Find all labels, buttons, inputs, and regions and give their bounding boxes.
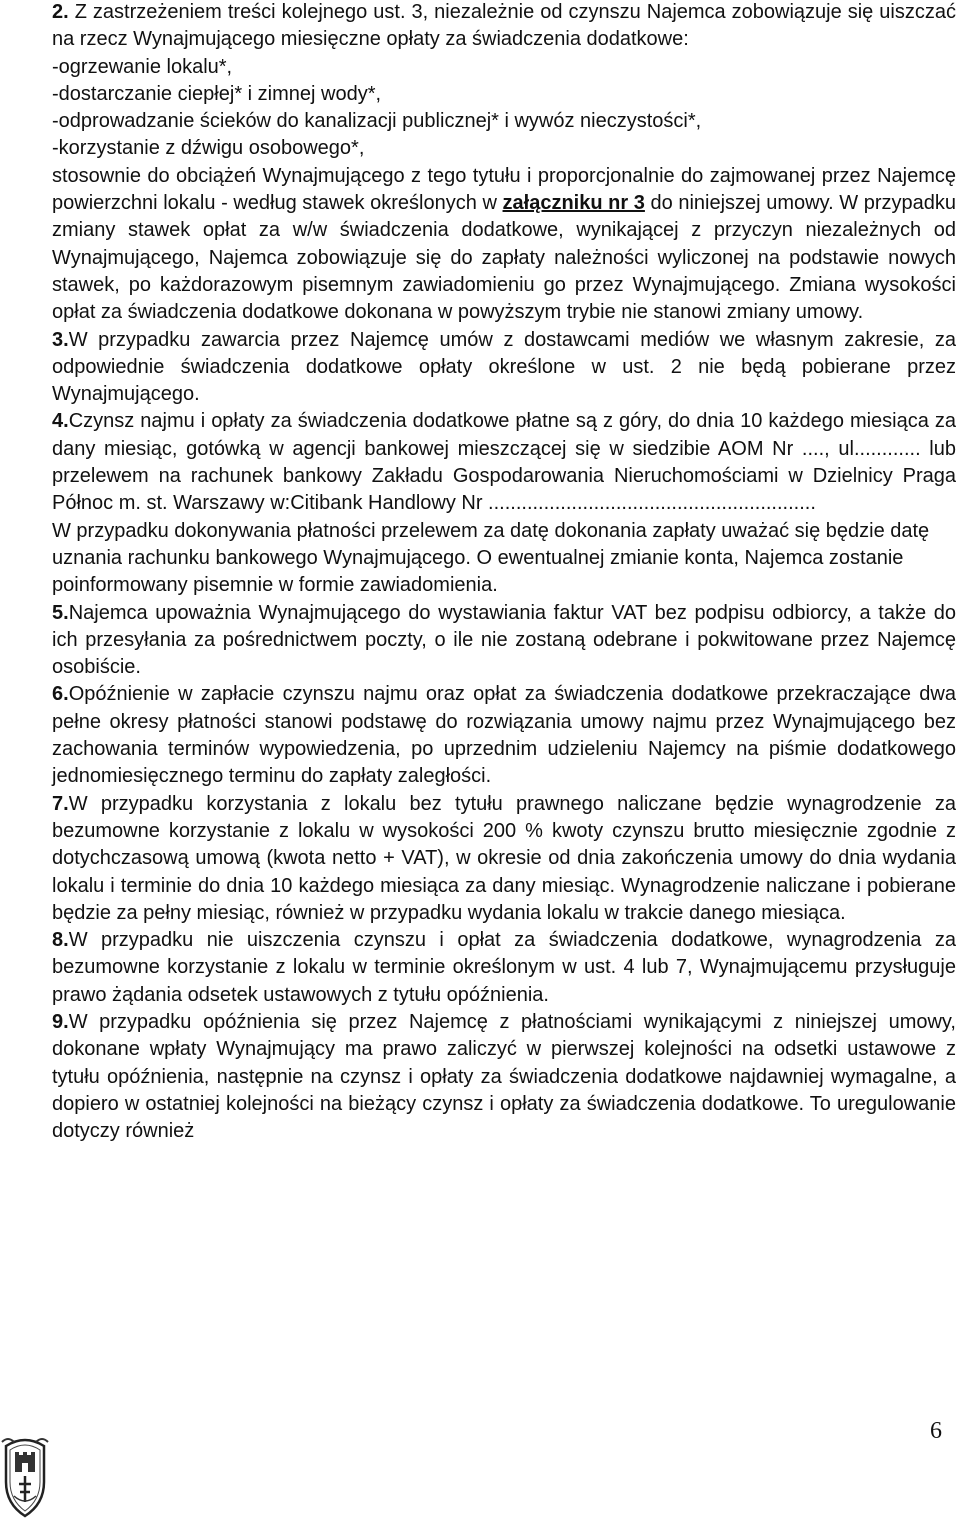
paragraph-text: stosownie do obciążeń Wynajmującego z tego tytułu i proporcjonalnie do zajmowanej przez Najemcę powierzchni lokalu - według stawek określonych w <box>52 164 956 215</box>
paragraph-9 <box>52 1009 956 1145</box>
list-item: -odprowadzanie ścieków do kanalizacji publicznej* i wywóz nieczystości*, <box>52 110 702 133</box>
paragraph-text: Najemca upoważnia Wynajmującego do wystawiania faktur VAT bez podpisu odbiorcy, a także do ich przesyłania za pośrednictwem poczty, o ile nie zostaną odebrane i pokwitowane przez Najemcę osobiście. <box>52 601 956 679</box>
paragraph-number: 3. <box>52 328 69 351</box>
paragraph-text: Czynsz najmu i opłaty za świadczenia dodatkowe płatne są z góry, do dnia 10 każdego miesiąca za dany miesiąc, gotówką w agencji bankowej mieszczącej się w siedzibie AOM Nr ...., ul............ lub przelewem na rachunek bankowy Zakładu Gospodarowania Nieruchomościami w Dzielnicy Praga Północ m. st. Warszawy w:Citibank Handlowy Nr ........................................................... <box>52 410 956 515</box>
paragraph-7 <box>52 791 956 927</box>
paragraph-number: 6. <box>52 683 69 706</box>
list-item: -dostarczanie ciepłej* i zimnej wody*, <box>52 82 382 105</box>
paragraph-text: W przypadku nie uiszczenia czynszu i opłat za świadczenia dodatkowe, wynagrodzenia za bezumowne korzystanie z lokalu w terminie określonym w ust. 4 lub 7, Wynajmującemu przysługuje prawo żądania odsetek ustawowych z tytułu opóźnienia. <box>52 929 956 1006</box>
paragraph-text: W przypadku dokonywania płatności przelewem za datę dokonania zapłaty uważać się będzie datę uznania rachunku bankowego Wynajmującego. O ewentualnej zmianie konta, Najemca zostanie poinformowany pisemnie w formie zawiadomienia. <box>52 519 930 597</box>
paragraph-4-extra <box>52 518 956 600</box>
paragraph-number: 5. <box>52 601 69 624</box>
paragraph-6 <box>52 681 956 790</box>
document-body <box>52 0 956 1145</box>
list-item: -ogrzewanie lokalu*, <box>52 55 233 78</box>
paragraph-text: Opóźnienie w zapłacie czynszu najmu oraz opłat za świadczenia dodatkowe przekraczające dwa pełne okresy płatności stanowi podstawę do rozwiązania umowy najmu przez Wynajmującego bez zachowania terminów wypowiedzenia, po uprzednim udzieleniu Najemcy na piśmie dodatkowego jednomiesięcznego terminu do zapłaty zaległości. <box>52 683 956 788</box>
paragraph-text: W przypadku zawarcia przez Najemcę umów z dostawcami mediów we własnym zakresie, za odpowiednie świadczenia dodatkowe opłaty określone w ust. 2 nie będą pobierane przez Wynajmującego. <box>52 328 956 406</box>
paragraph-5 <box>52 600 956 682</box>
paragraph-4 <box>52 408 956 517</box>
paragraph-text: do niniejszej umowy. W przypadku zmiany stawek opłat za w/w świadczenia dodatkowe, wynikającej z przyczyn niezależnych od Wynajmującego, Najemca zobowiązuje się do zapłaty należności wyliczonej na podstawie nowych stawek, po każdorazowym pisemnym zawiadomieniu go przez Wynajmującego. Zmiana wysokości opłat za świadczenia dodatkowe dokonana w powyższym trybie nie stanowi zmiany umowy. <box>52 192 956 324</box>
page-number: 6 <box>930 1418 942 1444</box>
paragraph-text: W przypadku korzystania z lokalu bez tytułu prawnego naliczane będzie wynagrodzenie za bezumowne korzystanie z lokalu w wysokości 200 % kwoty czynszu brutto miesięcznie zgodnie z dotychczasową umową (kwota netto + VAT), w okresie od dnia zakończenia umowy do dnia wydania lokalu i terminie do dnia 10 każdego miesiąca za dany miesiąc. Wynagrodzenie naliczane i pobierane będzie za pełny miesiąc, również w przypadku wydania lokalu w trakcie danego miesiąca. <box>52 792 956 924</box>
paragraph-text: Z zastrzeżeniem treści kolejnego ust. 3, niezależnie od czynszu Najemca zobowiązuje się uiszczać na rzecz Wynajmującego miesięczne opłaty za świadczenia dodatkowe: <box>52 1 956 51</box>
paragraph-number: 9. <box>52 1010 69 1033</box>
paragraph-number: 8. <box>52 929 69 952</box>
attachment-reference: załączniku nr 3 <box>502 192 645 215</box>
paragraph-number: 7. <box>52 792 69 815</box>
paragraph-number: 2. <box>52 1 69 23</box>
paragraph-2-continuation <box>52 163 956 327</box>
city-crest-icon <box>0 1432 50 1520</box>
paragraph-8 <box>52 927 956 1009</box>
paragraph-2 <box>52 0 956 54</box>
paragraph-3 <box>52 327 956 409</box>
paragraph-text: W przypadku opóźnienia się przez Najemcę z płatnościami wynikającymi z niniejszej umowy, dokonane wpłaty Wynajmujący ma prawo zaliczyć w pierwszej kolejności na odsetki ustawowe z tytułu opóźnienia, następnie na czynsz i opłaty za świadczenia dodatkowe najdawniej wymagalne, a dopiero w ostatniej kolejności na bieżący czynsz i opłaty za świadczenia dodatkowe. To uregulowanie dotyczy również <box>52 1010 956 1143</box>
paragraph-number: 4. <box>52 410 69 433</box>
list-item: -korzystanie z dźwigu osobowego*, <box>52 137 365 160</box>
